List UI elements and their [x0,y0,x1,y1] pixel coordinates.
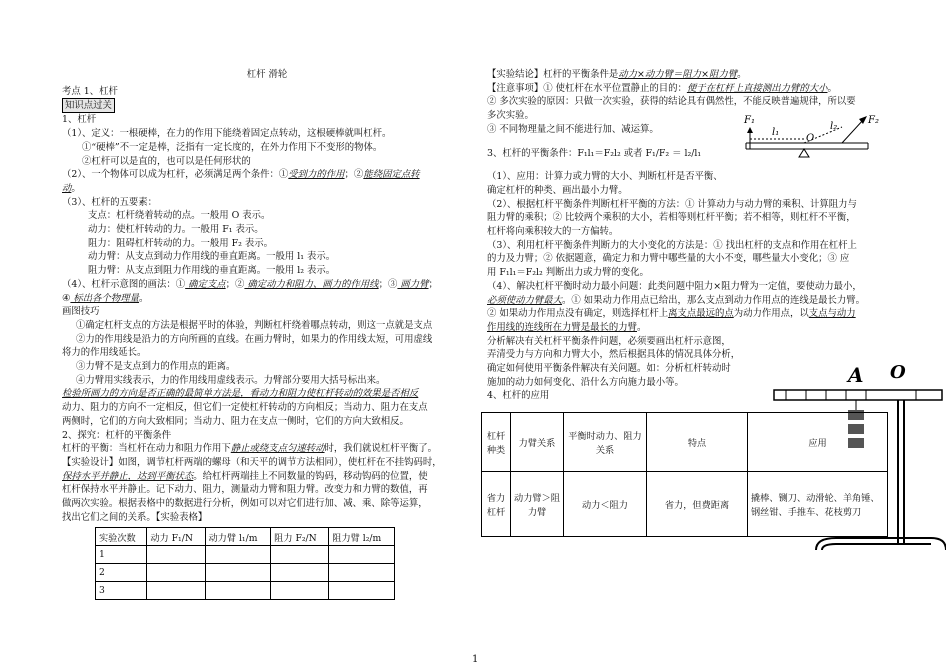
label-f1: F₁ [744,115,755,126]
underlined-answer: 检验所画力的方向是否正确的最简单方法是，看动力和阻力使杠杆转动的效果是否相反 [62,388,419,400]
text-span: 。 [71,182,81,194]
table-cell [147,564,205,582]
text-line: 画图技巧 [62,306,100,318]
underlined-answer: 标出各个物理量 [70,292,140,304]
force-f2-arrow [842,119,864,143]
underlined-answer: 静止或绕支点匀速转动 [230,443,325,455]
text-line: 用 F₁l₁＝F₂l₂ 判断出力或力臂的变化。 [487,267,649,279]
text-line [487,82,887,96]
label-l1: l₁ [772,127,780,138]
lever-application-table [481,412,888,537]
text-span: 为动力作用点，以 [733,308,809,320]
table-header-cell: 特点 [647,413,748,472]
table-cell: 1 [96,546,147,564]
underlined-answer: 确定支点 [185,278,226,290]
underlined-answer: 便于在杠杆上直接测出力臂的大小 [686,82,828,94]
underlined-answer: 支点与动力 [808,308,856,320]
label-f2: F₂ [868,115,879,126]
table-cell [147,546,205,564]
label-a: A [848,363,864,387]
text-span: ； [428,278,438,290]
text-line: 动力：使杠杆转动的力。一般用 F₁ 表示。 [88,224,264,236]
text-span: 。 [139,292,149,304]
text-line: 阻力臂的乘积；② 比较两个乘积的大小，若相等则杠杆平衡；若不相等，则杠杆不平衡， [487,212,856,224]
text-span: ；③ [378,278,398,290]
table-header-row [96,528,395,546]
table-cell: 动力臂＞阻力臂 [511,472,564,537]
table-row [96,582,395,600]
text-span: 。给杠杆两端挂上不同数量的钩码，移动钩码的位置，使 [193,470,428,482]
table-cell [205,546,271,564]
lever-diagram [742,113,882,173]
text-line: ④力臂用实线表示，力的作用线用虚线表示。力臂部分要用大括号标出来。 [76,374,386,386]
underlined-answer: 画力臂 [397,278,429,290]
text-line: （3）、利用杠杆平衡条件判断力的大小变化的方法是：① 找出杠杆的支点和作用在杠杆上 [487,239,857,251]
table-cell [271,546,329,564]
label-o: O [806,133,815,144]
text-line: （2）、根据杠杆平衡条件判断杠杆平衡的方法：① 计算动力与动力臂的乘积、计算阻力与 [487,198,857,210]
table-cell: 撬棒、铡刀、动滑轮、羊角锤、钢丝钳、手推车、花枝剪刀 [748,472,888,537]
text-line [62,292,472,306]
underlined-answer: 离支点最远的点 [668,308,734,320]
text-span: 杠杆的平衡：当杠杆在动力和阻力作用下 [62,443,231,455]
table-cell [205,582,271,600]
text-line: 将力的作用线延长。 [62,347,147,359]
knowledge-box: 知识点过关 [62,98,115,113]
text-line [487,294,887,308]
table-header-cell: 杠杆种类 [482,413,511,472]
table-cell: 省力，但费距离 [647,472,748,537]
text-line: 杠杆保持水平并静止。记下动力、阻力，测量动力臂和阻力臂。改变力和力臂的数值，再 [62,484,428,496]
text-line: ①“硬棒”不一定是棒，泛指有一定长度的，在外力作用下不变形的物体。 [82,141,383,153]
table-header-cell: 阻力 F₂/N [271,528,329,546]
table-cell: 3 [96,582,147,600]
table-header-cell: 动力 F₁/N [147,528,205,546]
table-cell: 动力＜阻力 [564,472,647,537]
text-line: 1、杠杆 [62,114,97,126]
text-line [62,168,472,182]
underlined-answer: 能绕固定点转 [363,169,420,181]
text-line: ③ 不同物理量之间不能进行加、减运算。 [487,123,659,135]
text-line: 4、杠杆的应用 [487,390,550,402]
table-header-cell: 实验次数 [96,528,147,546]
table-cell [329,564,395,582]
text-line [62,470,472,484]
experiment-table [95,527,395,600]
arrow-head-icon [747,127,753,133]
table-cell [205,564,271,582]
label-o: O [890,362,906,383]
text-line: 确定如何使用平衡条件解决有关问题。如：分析杠杆转动时 [487,363,731,375]
table-header-cell: 阻力臂 l₂/m [329,528,395,546]
table-cell [271,564,329,582]
text-span: ；② [344,169,364,181]
text-line [62,182,472,196]
text-span: 。 [827,82,837,94]
balance-beam [774,390,942,400]
table-header-cell: 平衡时动力、阻力关系 [564,413,647,472]
text-line: 的力及力臂；② 依据题意，确定力和力臂中哪些量的大小不变，哪些量大小变化；③ 应 [487,253,850,265]
page-number: 1 [472,654,479,665]
text-line: 【实验设计】如图，调节杠杆两端的螺母（和天平的调节方法相同），使杠杆在不挂钩码时， [62,456,442,468]
text-line: （1）、应用：计算力或力臂的大小、判断杠杆是否平衡、 [487,171,723,183]
text-line: 动力臂：从支点到动力作用线的垂直距离。一般用 l₁ 表示。 [88,251,336,263]
text-line: 做两次实验。根据表格中的数据进行分析，例如可以对它们进行加、减、乘、除等运算， [62,498,428,510]
text-line: 动力、阻力的方向不一定相反，但它们一定使杠杆转动的方向相反；当动力、阻力在支点 [62,402,428,414]
text-line: ②杠杆可以是直的，也可以是任何形状的 [82,155,251,167]
section-heading: 考点 1、杠杆 [62,85,118,97]
text-line: 阻力：阻碍杠杆转动的力。一般用 F₂ 表示。 [88,237,273,249]
table-header-row [482,413,888,472]
text-span: 。 [737,69,747,80]
text-line: ③力臂不是支点到力的作用点的距离。 [76,361,236,373]
text-span: 【注意事项】① 使杠杆在水平位置静止的目的： [487,82,687,94]
text-span: （2）、一个物体可以成为杠杆，必须满足两个条件：① [62,169,289,181]
underlined-answer: 必须使动力臂最大 [487,294,563,306]
text-line: 杠杆将向乘积较大的一方偏转。 [487,226,619,238]
table-row [96,546,395,564]
text-line: 阻力臂：从支点到阻力作用线的垂直距离。一般用 l₂ 表示。 [88,265,336,277]
text-span: （4）、杠杆示意图的画法：① [62,278,186,290]
text-line: 多次实验。 [487,110,534,122]
table-header-cell: 动力臂 l₁/m [205,528,271,546]
underlined-answer: 动力×动力臂＝阻力×阻力臂 [618,69,738,80]
table-cell: 2 [96,564,147,582]
text-line: ②力的作用线是沿力的方向所画的直线。在画力臂时，如果力的作用线太短，可用虚线 [76,333,433,345]
text-span: ② 如果动力作用点没有确定，则选择杠杆上 [487,308,669,320]
formula-line: 3、杠杆的平衡条件：F₁l₁＝F₂l₂ 或者 F₁/F₂ ＝ l₂/l₁ [487,147,702,159]
stand-base [822,544,931,550]
text-span: 。 [637,321,647,333]
text-line: （1）、定义：一根硬棒，在力的作用下能绕着固定点转动，这根硬棒就叫杠杆。 [62,128,392,140]
underlined-answer: 确定动力和阻力、画力的作用线 [244,278,379,290]
text-line: 支点：杠杆绕着转动的点。一般用 O 表示。 [88,210,271,222]
label-l2: l₂ [830,121,838,132]
table-header-cell: 力臂关系 [511,413,564,472]
table-cell: 省力杠杆 [482,472,511,537]
table-cell [271,582,329,600]
underlined-answer: 动 [62,182,72,194]
text-line [62,278,472,292]
table-cell [329,582,395,600]
text-line: 两侧时，它们的方向大致相同；当动力、阻力在支点一侧时，它们的方向大致相反。 [62,415,409,427]
left-column [62,68,472,525]
table-cell [329,546,395,564]
text-line [62,442,472,456]
text-line [487,307,887,321]
text-span: ；② [225,278,245,290]
text-span: 【实验结论】杠杆的平衡条件是 [487,69,619,80]
table-row [482,472,888,537]
text-line: 弄清受力与方向和力臂大小，然后根据具体的情况具体分析， [487,349,741,361]
table-cell [147,582,205,600]
text-line: 分析解决有关杠杆平衡条件问题，必须要画出杠杆示意图， [487,335,731,347]
text-line: 施加的动力如何变化、沿什么方向施力最小等。 [487,376,684,388]
table-row [96,564,395,582]
text-line: ② 多次实验的原因：只做一次实验，获得的结论具有偶然性，不能反映普遍规律，所以要 [487,96,856,108]
table-header-cell: 应用 [748,413,888,472]
underlined-answer: 受到力的作用 [288,169,345,181]
fulcrum-icon [799,149,809,157]
text-line: 2、探究：杠杆的平衡条件 [62,429,172,441]
text-line [487,321,887,335]
text-span: 时，我们就说杠杆平衡了。 [324,443,438,455]
underlined-answer: 保持水平并静止，达到平衡状态 [62,470,194,482]
page-title: 杠杆 滑轮 [246,69,288,80]
text-line: 确定杠杆的种类、画出最小力臂。 [487,184,628,196]
text-line [487,68,887,82]
underlined-answer: 作用线的连线所在力臂是最长的力臂 [487,321,638,333]
text-span: ④ [62,292,71,304]
text-line: 找出它们之间的关系。【实验表格】 [62,511,208,523]
text-span: 。① 如果动力作用点已给出，那么支点到动力作用点的连线是最长力臂。 [562,294,865,306]
text-line: （4）、解决杠杆平衡时动力最小问题：此类问题中阻力×阻力臂为一定值，要使动力最小， [487,280,862,292]
text-line: （3）、杠杆的五要素： [62,196,158,208]
text-line: ①确定杠杆支点的方法是根据平时的体验，判断杠杆绕着哪点转动，则这一点就是支点 [76,319,433,331]
